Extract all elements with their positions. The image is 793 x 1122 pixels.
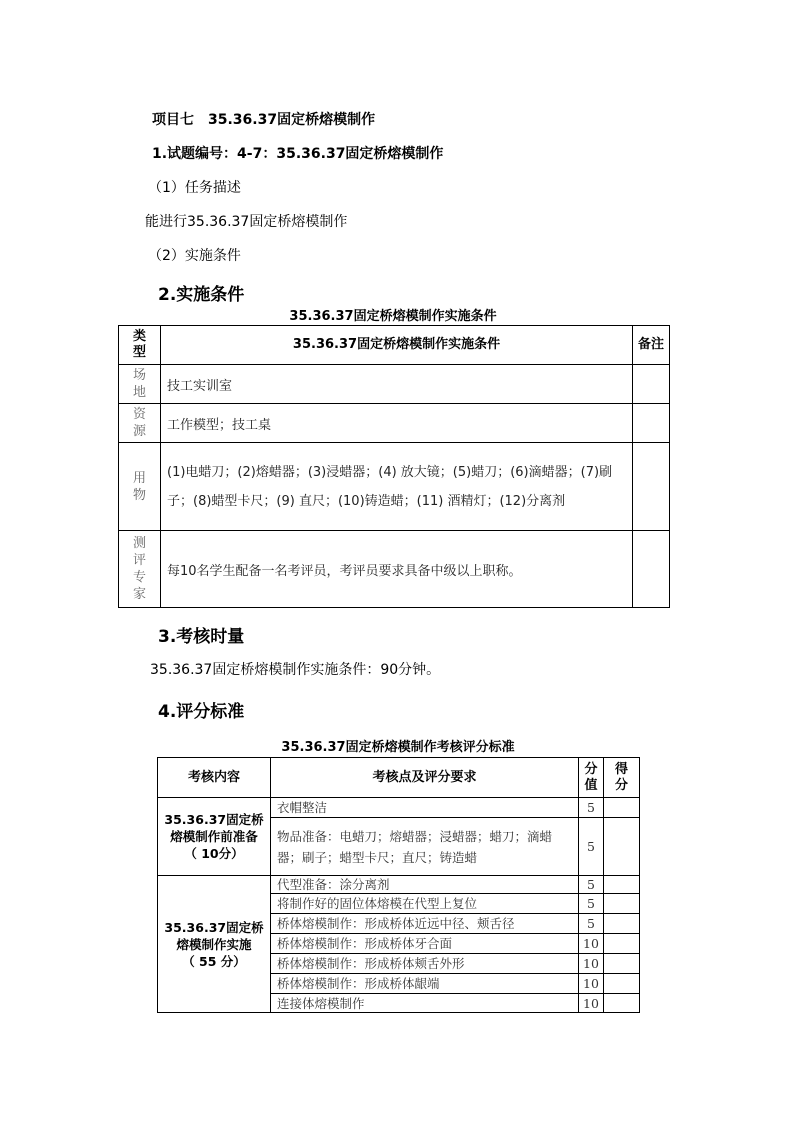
- scoring-point: 桥体熔模制作：形成桥体牙合面: [271, 934, 579, 954]
- score-value: 5: [579, 876, 604, 894]
- row-note: [633, 365, 670, 404]
- time-text: 35.36.37固定桥熔模制作实施条件：90分钟。: [150, 662, 441, 678]
- earned-score: [604, 914, 640, 934]
- score-value: 10: [579, 934, 604, 954]
- row-content: 每10名学生配备一名考评员，考评员要求具备中级以上职称。: [161, 531, 633, 608]
- earned-score: [604, 994, 640, 1013]
- header-note: 备注: [633, 326, 670, 365]
- score-value: 10: [579, 954, 604, 974]
- section-heading-time: 3.考核时量: [158, 627, 245, 647]
- conditions-table: [118, 325, 670, 608]
- category-name: 35.36.37固定桥熔模制作实施: [164, 919, 264, 952]
- row-content: 技工实训室: [161, 365, 633, 404]
- section-heading-conditions: 2.实施条件: [158, 285, 245, 305]
- row-type: 测评专家: [119, 531, 161, 608]
- category-subtotal: （ 10分）: [184, 846, 244, 861]
- task-description-label: （1）任务描述: [148, 180, 241, 196]
- header-content: 考核内容: [158, 758, 271, 798]
- table-row: [119, 443, 670, 531]
- category-cell: [158, 798, 271, 876]
- earned-score: [604, 894, 640, 914]
- task-description: 能进行35.36.37固定桥熔模制作: [145, 214, 348, 230]
- row-type: 资源: [119, 404, 161, 443]
- table-row: [119, 365, 670, 404]
- header-score: 分值: [579, 758, 604, 798]
- row-note: [633, 531, 670, 608]
- score-value: 5: [579, 818, 604, 876]
- score-value: 5: [579, 798, 604, 818]
- scoring-point: 衣帽整洁: [271, 798, 579, 818]
- scoring-point: 物品准备：电蜡刀；熔蜡器；浸蜡器；蜡刀；滴蜡器；刷子；蜡型卡尺；直尺；铸造蜡: [271, 818, 579, 876]
- score-value: 5: [579, 914, 604, 934]
- implementation-label: （2）实施条件: [148, 248, 241, 264]
- score-value: 10: [579, 994, 604, 1013]
- category-name: 35.36.37固定桥熔模制作前准备: [164, 812, 264, 844]
- item-number: 1.试题编号：4-7：35.36.37固定桥熔模制作: [152, 146, 444, 162]
- header-requirements: 考核点及评分要求: [271, 758, 579, 798]
- table-header-row: [119, 326, 670, 365]
- scoring-point: 桥体熔模制作：形成桥体颊舌外形: [271, 954, 579, 974]
- scoring-point: 将制作好的固位体熔模在代型上复位: [271, 894, 579, 914]
- section-heading-scoring: 4.评分标准: [158, 702, 245, 722]
- score-value: 10: [579, 974, 604, 994]
- score-value: 5: [579, 894, 604, 914]
- scoring-table: [157, 757, 640, 1013]
- header-earned: 得分: [604, 758, 640, 798]
- row-note: [633, 443, 670, 531]
- category-subtotal: （ 55 分）: [182, 953, 246, 969]
- scoring-point: 桥体熔模制作：形成桥体龈端: [271, 974, 579, 994]
- row-type: 场地: [119, 365, 161, 404]
- table-row: [119, 531, 670, 608]
- table1-caption: 35.36.37固定桥熔模制作实施条件: [289, 309, 497, 324]
- table-row: [119, 404, 670, 443]
- category-cell: [158, 876, 271, 1013]
- earned-score: [604, 818, 640, 876]
- row-content: 工作模型；技工桌: [161, 404, 633, 443]
- table-row: [158, 798, 640, 818]
- earned-score: [604, 798, 640, 818]
- row-note: [633, 404, 670, 443]
- row-content: (1)电蜡刀；(2)熔蜡器；(3)浸蜡器；(4) 放大镜；(5)蜡刀；(6)滴蜡器；(7)刷子；(8)蜡型卡尺；(9) 直尺；(10)铸造蜡；(11) 酒精灯；(12)分离剂: [161, 443, 633, 531]
- scoring-point: 桥体熔模制作：形成桥体近远中径、颊舌径: [271, 914, 579, 934]
- header-type: 类型: [119, 326, 161, 365]
- table-header-row: [158, 758, 640, 798]
- table-row: [158, 876, 640, 894]
- table2-caption: 35.36.37固定桥熔模制作考核评分标准: [281, 740, 515, 755]
- earned-score: [604, 974, 640, 994]
- earned-score: [604, 934, 640, 954]
- scoring-point: 代型准备：涂分离剂: [271, 876, 579, 894]
- project-heading: 项目七 35.36.37固定桥熔模制作: [152, 112, 376, 128]
- row-type: 用物: [119, 443, 161, 531]
- header-conditions: 35.36.37固定桥熔模制作实施条件: [161, 326, 633, 365]
- earned-score: [604, 876, 640, 894]
- earned-score: [604, 954, 640, 974]
- scoring-point: 连接体熔模制作: [271, 994, 579, 1013]
